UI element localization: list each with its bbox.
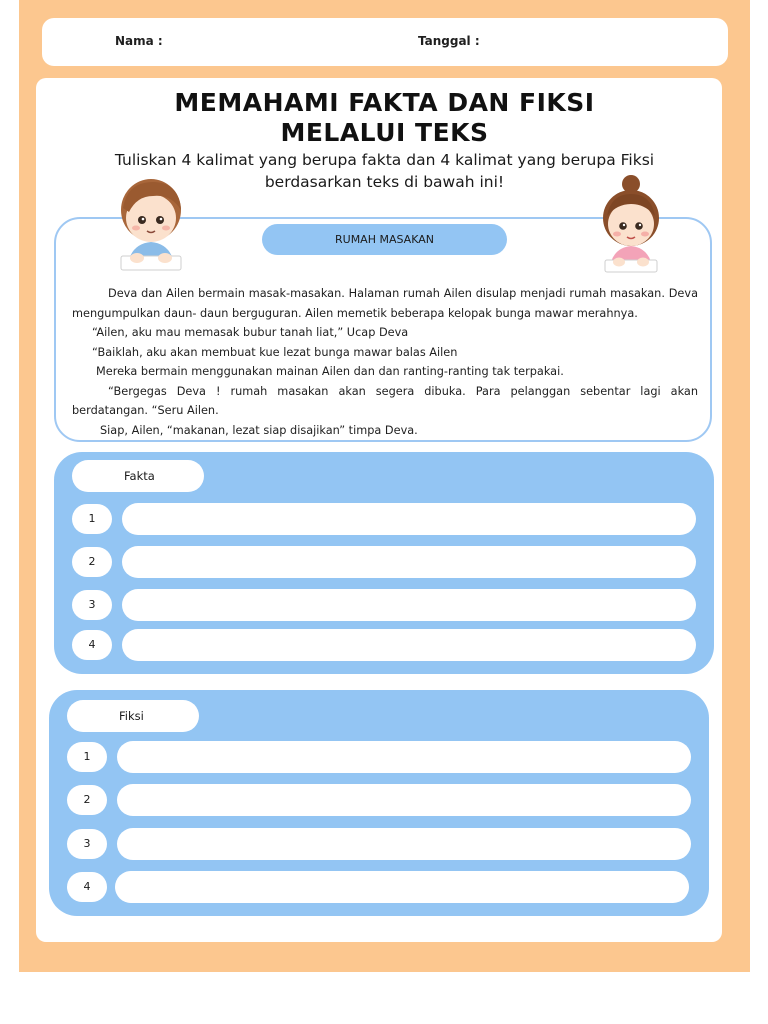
fakta-answer-line-3[interactable] xyxy=(122,589,696,621)
story-paragraph: “Baiklah, aku akan membuat kue lezat bunga mawar balas Ailen xyxy=(92,345,458,359)
fakta-row-number: 3 xyxy=(72,590,112,620)
fakta-answer-line-4[interactable] xyxy=(122,629,696,661)
story-paragraph: Siap, Ailen, “makanan, lezat siap disajikan” timpa Deva. xyxy=(100,423,418,437)
instruction-line1: Tuliskan 4 kalimat yang berupa fakta dan 4 kalimat yang berupa Fiksi xyxy=(114,151,655,169)
page-title-line1: MEMAHAMI FAKTA DAN FIKSI xyxy=(174,88,595,117)
fiksi-label: Fiksi xyxy=(67,700,199,732)
fakta-label: Fakta xyxy=(72,460,204,492)
story-text xyxy=(72,284,698,440)
fiksi-row-number: 4 xyxy=(67,872,107,902)
story-paragraph: “Bergegas Deva ! rumah masakan akan segera dibuka. Para pelanggan sebentar lagi akan berdatangan. “Seru Ailen. xyxy=(72,384,698,417)
date-label: Tanggal : xyxy=(418,34,480,48)
fiksi-panel xyxy=(49,690,709,916)
fiksi-answer-line-4[interactable] xyxy=(115,871,689,903)
fiksi-answer-line-3[interactable] xyxy=(117,828,691,860)
story-title: RUMAH MASAKAN xyxy=(262,224,507,255)
name-label: Nama : xyxy=(115,34,163,48)
girl-writing-illustration-icon xyxy=(587,172,675,274)
page-title-line2: MELALUI TEKS xyxy=(280,118,489,147)
fiksi-row-number: 3 xyxy=(67,829,107,859)
boy-writing-illustration-icon xyxy=(107,170,195,274)
story-paragraph: “Ailen, aku mau memasak bubur tanah liat,” Ucap Deva xyxy=(92,326,409,339)
header-box xyxy=(42,18,728,66)
fakta-row-number: 1 xyxy=(72,504,112,534)
worksheet xyxy=(19,0,750,972)
fakta-panel xyxy=(54,452,714,674)
story-paragraph: Mereka bermain menggunakan mainan Ailen dan dan ranting-ranting tak terpakai. xyxy=(96,365,564,378)
fiksi-answer-line-2[interactable] xyxy=(117,784,691,816)
instruction-line2: berdasarkan teks di bawah ini! xyxy=(264,173,505,191)
fakta-answer-line-2[interactable] xyxy=(122,546,696,578)
fiksi-row-number: 2 xyxy=(67,785,107,815)
fakta-row-number: 2 xyxy=(72,547,112,577)
story-paragraph: Deva dan Ailen bermain masak-masakan. Halaman rumah Ailen disulap menjadi rumah masakan. Deva mengumpulkan daun- daun berguguran. Ailen memetik beberapa kelopak bunga mawar merahnya. xyxy=(72,287,698,320)
fakta-answer-line-1[interactable] xyxy=(122,503,696,535)
fakta-row-number: 4 xyxy=(72,630,112,660)
fiksi-answer-line-1[interactable] xyxy=(117,741,691,773)
fiksi-row-number: 1 xyxy=(67,742,107,772)
